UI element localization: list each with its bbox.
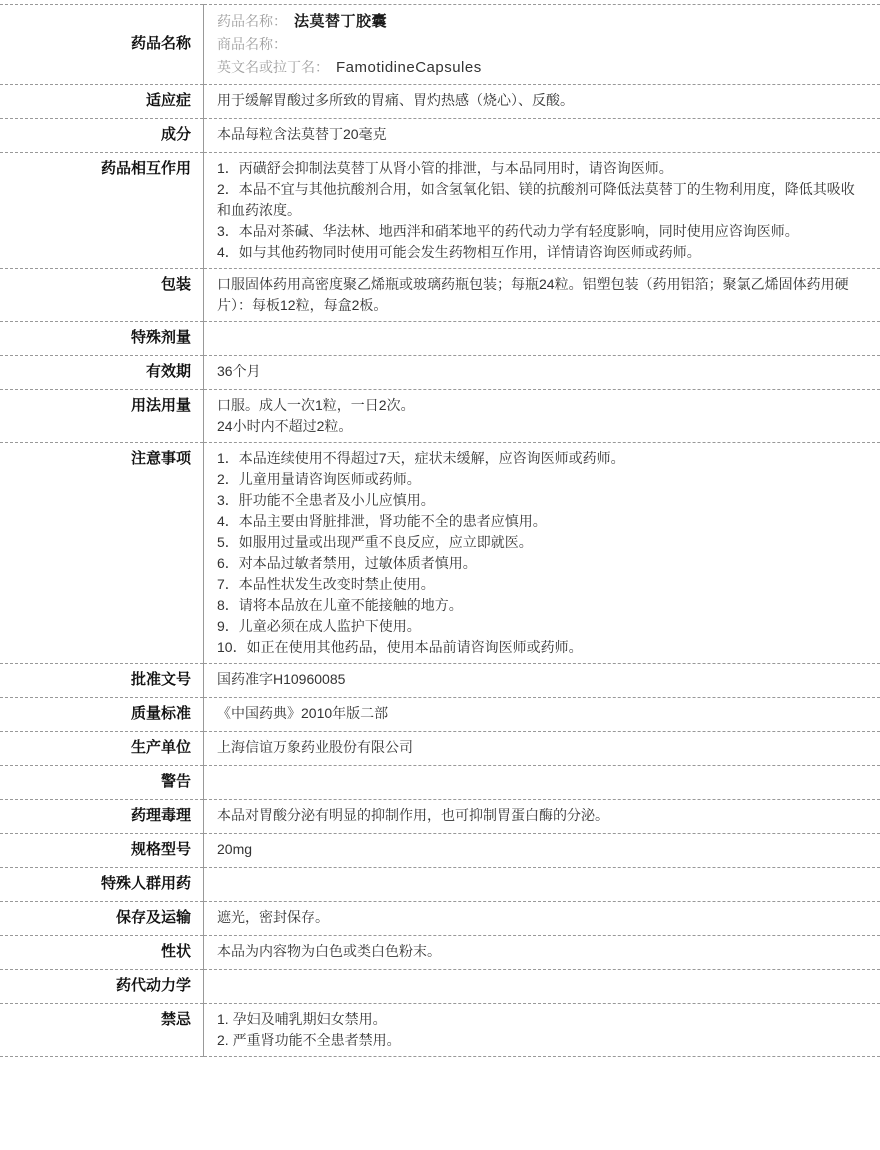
content-line [217, 10, 864, 33]
content-line [217, 595, 864, 616]
table-row-description [0, 936, 880, 970]
table-row-pharmacokinetics [0, 970, 880, 1004]
content-line [217, 1030, 864, 1051]
content-line [217, 1009, 864, 1030]
field-value: 本品为内容物为白色或类白色粉末。 [217, 943, 441, 959]
row-content-description [204, 936, 880, 970]
content-line [217, 90, 864, 111]
table-row-quality-standard [0, 698, 880, 732]
table-row-contraindications [0, 1004, 880, 1057]
field-value: 《中国药典》2010年版二部 [217, 705, 389, 721]
field-value: 1. 孕妇及哺乳期妇女禁用。 [217, 1011, 387, 1027]
content-line [217, 448, 864, 469]
field-value: 10．如正在使用其他药品，使用本品前请咨询医师或药师。 [217, 639, 583, 655]
row-content-storage [204, 902, 880, 936]
field-value: 4．如与其他药物同时使用可能会发生药物相互作用，详情请咨询医师或药师。 [217, 244, 701, 260]
content-line [217, 490, 864, 511]
row-label-pharmacology: 药理毒理 [0, 800, 204, 834]
content-line [217, 242, 864, 263]
field-value: 国药准字H10960085 [217, 671, 346, 687]
field-value: 7．本品性状发生改变时禁止使用。 [217, 576, 435, 592]
content-line [217, 158, 864, 179]
field-value: 5．如服用过量或出现严重不良反应，应立即就医。 [217, 534, 533, 550]
row-label-packaging: 包装 [0, 269, 204, 322]
table-row-special-population [0, 868, 880, 902]
content-line [217, 839, 864, 860]
drug-info-table-body [0, 5, 880, 1057]
content-line [217, 361, 864, 382]
row-content-specification [204, 834, 880, 868]
field-value: 4．本品主要由肾脏排泄，肾功能不全的患者应慎用。 [217, 513, 547, 529]
table-row-manufacturer [0, 732, 880, 766]
field-value: 20mg [217, 841, 253, 857]
table-row-warning [0, 766, 880, 800]
row-label-drug-name: 药品名称 [0, 5, 204, 85]
content-line [217, 469, 864, 490]
row-label-storage: 保存及运输 [0, 902, 204, 936]
field-value: FamotidineCapsules [336, 59, 482, 76]
row-content-pharmacology [204, 800, 880, 834]
field-value: 1．丙磺舒会抑制法莫替丁从肾小管的排泄，与本品同用时，请咨询医师。 [217, 160, 673, 176]
field-value: 口服固体药用高密度聚乙烯瓶或玻璃药瓶包装；每瓶24粒。铝塑包装（药用铝箔；聚氯乙烯固体药用硬片）：每板12粒，每盒2板。 [217, 276, 849, 313]
row-content-shelf-life [204, 356, 880, 390]
row-label-special-dosage: 特殊剂量 [0, 322, 204, 356]
row-label-warning: 警告 [0, 766, 204, 800]
row-label-special-population: 特殊人群用药 [0, 868, 204, 902]
field-value: 上海信谊万象药业股份有限公司 [217, 739, 413, 755]
content-line [217, 56, 864, 79]
content-line [217, 574, 864, 595]
field-value: 口服。成人一次1粒，一日2次。 [217, 397, 415, 413]
field-label: 英文名或拉丁名： [217, 59, 329, 75]
table-row-packaging [0, 269, 880, 322]
field-value: 2. 严重肾功能不全患者禁用。 [217, 1032, 401, 1048]
content-line [217, 395, 864, 416]
table-row-storage [0, 902, 880, 936]
row-content-interactions [204, 153, 880, 269]
row-label-interactions: 药品相互作用 [0, 153, 204, 269]
row-content-warning [204, 766, 880, 800]
row-label-indications: 适应症 [0, 85, 204, 119]
field-value: 3．本品对茶碱、华法林、地西泮和硝苯地平的药代动力学有轻度影响，同时使用应咨询医师。 [217, 223, 799, 239]
row-content-dosage [204, 390, 880, 443]
field-value: 24小时内不超过2粒。 [217, 418, 353, 434]
row-label-shelf-life: 有效期 [0, 356, 204, 390]
content-line [217, 907, 864, 928]
row-content-special-dosage [204, 322, 880, 356]
content-line [217, 124, 864, 145]
content-line [217, 532, 864, 553]
table-row-pharmacology [0, 800, 880, 834]
content-line [217, 669, 864, 690]
content-line [217, 179, 864, 221]
content-line [217, 805, 864, 826]
field-value: 本品对胃酸分泌有明显的抑制作用，也可抑制胃蛋白酶的分泌。 [217, 807, 609, 823]
row-content-manufacturer [204, 732, 880, 766]
field-value: 6．对本品过敏者禁用，过敏体质者慎用。 [217, 555, 477, 571]
field-value: 36个月 [217, 363, 261, 379]
row-label-specification: 规格型号 [0, 834, 204, 868]
row-label-contraindications: 禁忌 [0, 1004, 204, 1057]
content-line [217, 33, 864, 56]
field-value: 法莫替丁胶囊 [294, 13, 388, 30]
row-content-special-population [204, 868, 880, 902]
field-value: 2．本品不宜与其他抗酸剂合用，如含氢氧化铝、镁的抗酸剂可降低法莫替丁的生物利用度，降低其吸收和血药浓度。 [217, 181, 855, 218]
row-content-packaging [204, 269, 880, 322]
row-label-manufacturer: 生产单位 [0, 732, 204, 766]
content-line [217, 416, 864, 437]
field-value: 1．本品连续使用不得超过7天，症状未缓解，应咨询医师或药师。 [217, 450, 625, 466]
content-line [217, 941, 864, 962]
table-row-drug-name [0, 5, 880, 85]
table-row-special-dosage [0, 322, 880, 356]
table-row-ingredients [0, 119, 880, 153]
content-line [217, 737, 864, 758]
row-content-precautions [204, 443, 880, 664]
row-label-ingredients: 成分 [0, 119, 204, 153]
field-value: 3．肝功能不全患者及小儿应慎用。 [217, 492, 435, 508]
row-content-contraindications [204, 1004, 880, 1057]
row-label-dosage: 用法用量 [0, 390, 204, 443]
field-value: 用于缓解胃酸过多所致的胃痛、胃灼热感（烧心）、反酸。 [217, 92, 574, 108]
drug-info-table [0, 4, 880, 1057]
row-label-precautions: 注意事项 [0, 443, 204, 664]
table-row-indications [0, 85, 880, 119]
row-content-ingredients [204, 119, 880, 153]
field-label: 药品名称： [217, 13, 287, 29]
content-line [217, 511, 864, 532]
row-content-indications [204, 85, 880, 119]
row-label-quality-standard: 质量标准 [0, 698, 204, 732]
content-line [217, 637, 864, 658]
table-row-precautions [0, 443, 880, 664]
row-label-pharmacokinetics: 药代动力学 [0, 970, 204, 1004]
row-content-quality-standard [204, 698, 880, 732]
field-value: 2．儿童用量请咨询医师或药师。 [217, 471, 421, 487]
row-content-approval-number [204, 664, 880, 698]
content-line [217, 221, 864, 242]
table-row-specification [0, 834, 880, 868]
table-row-approval-number [0, 664, 880, 698]
row-content-drug-name [204, 5, 880, 85]
content-line [217, 616, 864, 637]
field-value: 8．请将本品放在儿童不能接触的地方。 [217, 597, 463, 613]
table-row-shelf-life [0, 356, 880, 390]
table-row-interactions [0, 153, 880, 269]
field-value: 遮光，密封保存。 [217, 909, 329, 925]
field-label: 商品名称： [217, 36, 287, 52]
row-label-description: 性状 [0, 936, 204, 970]
field-value: 本品每粒含法莫替丁20毫克 [217, 126, 387, 142]
row-label-approval-number: 批准文号 [0, 664, 204, 698]
content-line [217, 553, 864, 574]
row-content-pharmacokinetics [204, 970, 880, 1004]
content-line [217, 703, 864, 724]
table-row-dosage [0, 390, 880, 443]
content-line [217, 274, 864, 316]
field-value: 9．儿童必须在成人监护下使用。 [217, 618, 421, 634]
